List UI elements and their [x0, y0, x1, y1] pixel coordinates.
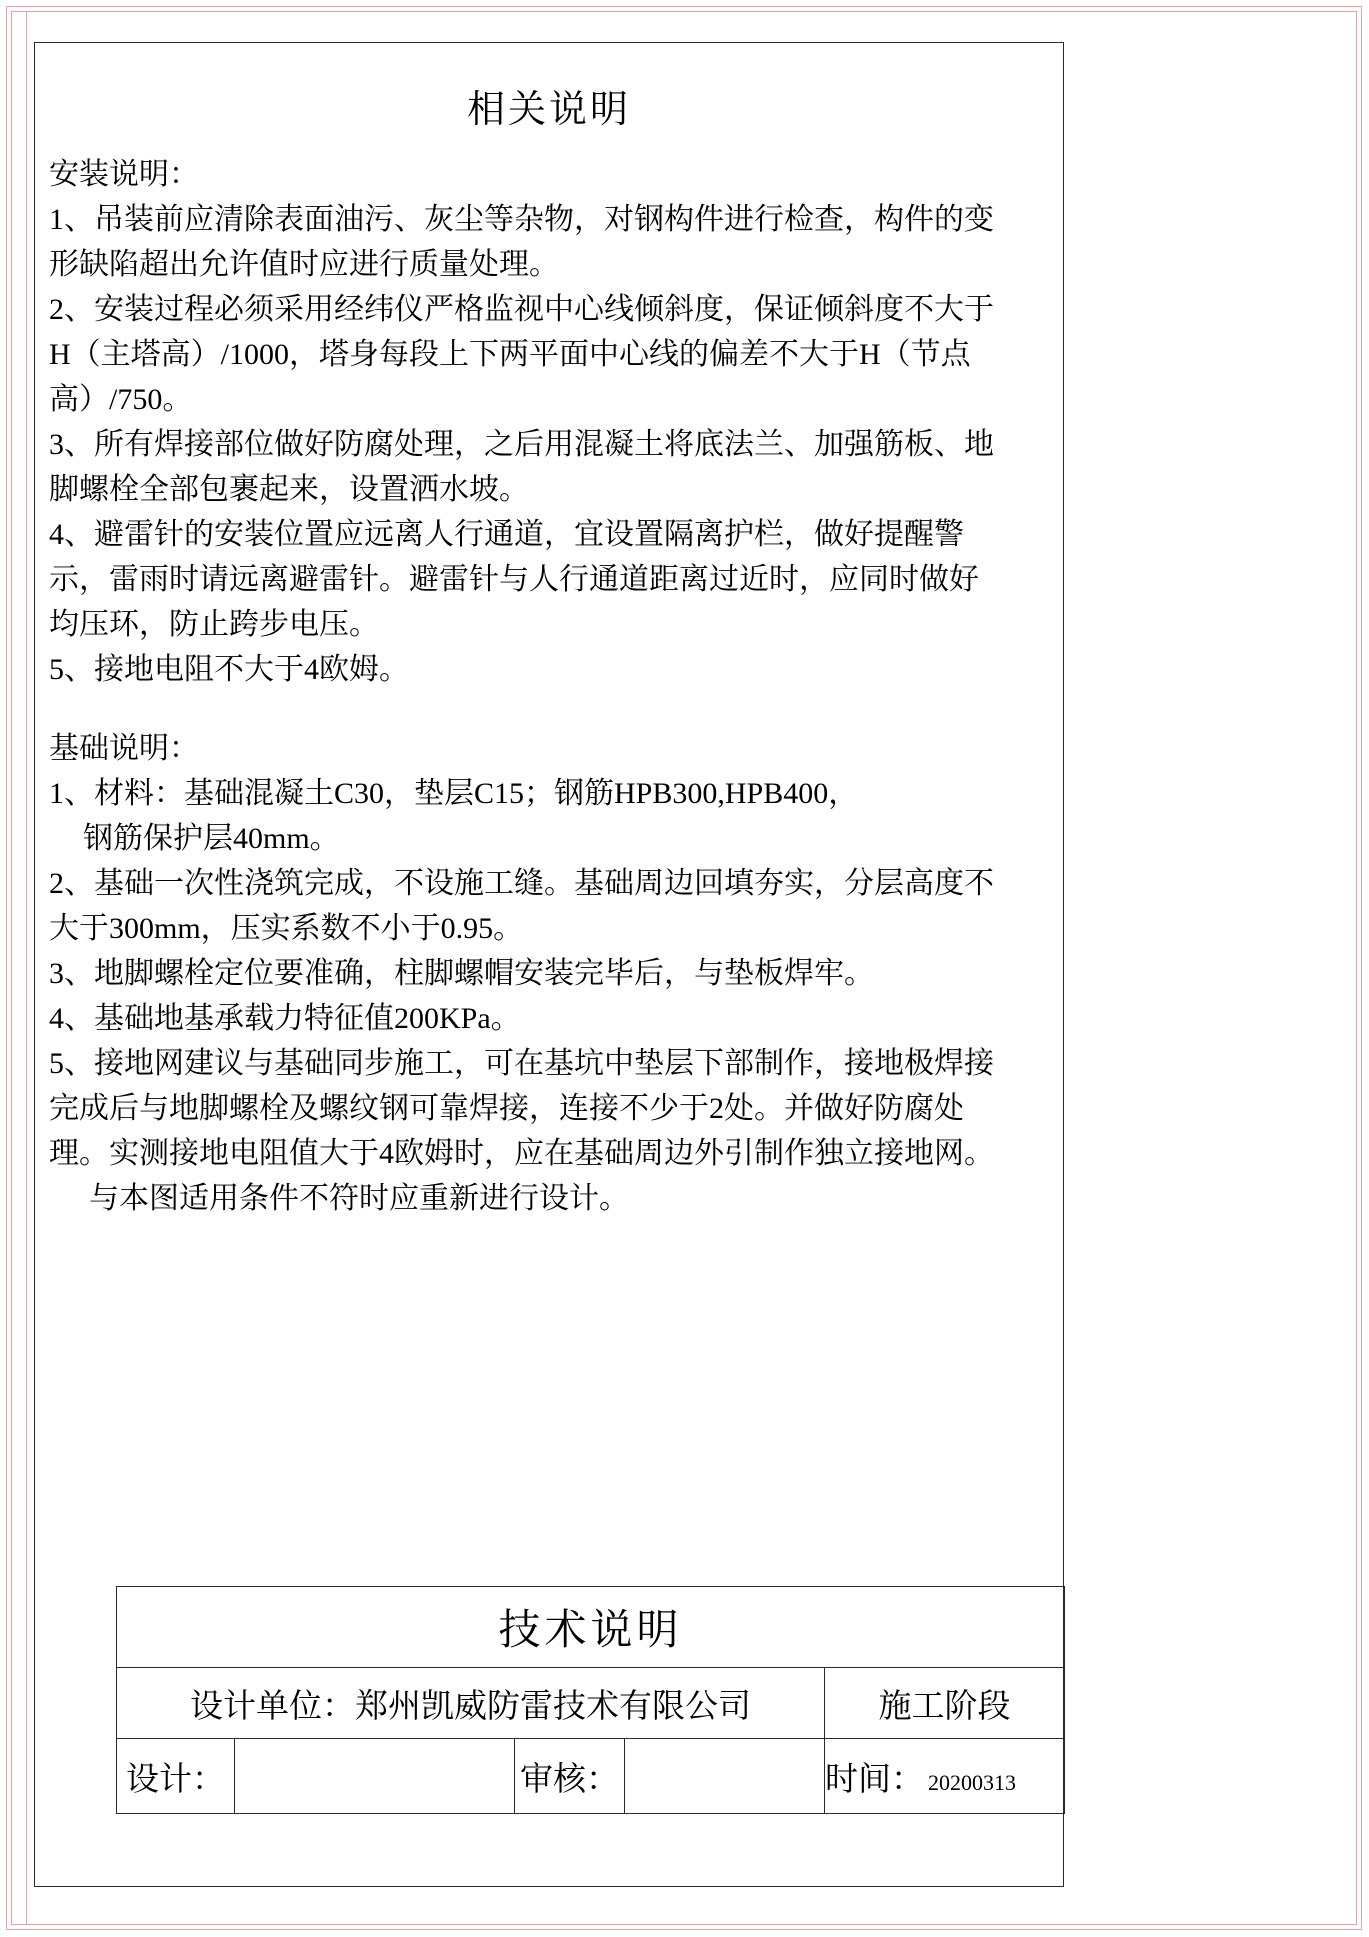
note-line: 1、材料：基础混凝土C30，垫层C15；钢筋HPB300,HPB400，	[49, 777, 859, 810]
notes-body	[49, 152, 1057, 1221]
note-line: 3、所有焊接部位做好防腐处理，之后用混凝土将底法兰、加强筋板、地	[49, 428, 994, 461]
note-line: 示，雷雨时请远离避雷针。避雷针与人行通道距离过近时，应同时做好	[49, 563, 979, 596]
note-line: 5、接地电阻不大于4欧姆。	[49, 653, 409, 686]
date-value: 20200313	[928, 1769, 1016, 1795]
reviewer-label-cell: 审核：	[515, 1739, 625, 1814]
date-cell	[825, 1739, 1065, 1814]
designer-value-cell[interactable]	[235, 1739, 515, 1814]
note-line: 3、地脚螺栓定位要准确，柱脚螺帽安装完毕后，与垫板焊牢。	[49, 957, 874, 990]
date-label: 时间：	[825, 1761, 924, 1798]
note-line: 大于300mm，压实系数不小于0.95。	[49, 912, 524, 945]
note-line: 理。实测接地电阻值大于4欧姆时，应在基础周边外引制作独立接地网。	[49, 1137, 994, 1170]
note-line: 钢筋保护层40mm。	[83, 822, 340, 855]
section-heading-installation: 安装说明：	[49, 158, 199, 191]
page-title: 相关说明	[466, 89, 631, 131]
note-line: 4、基础地基承载力特征值200KPa。	[49, 1002, 521, 1035]
designer-label-cell: 设计：	[117, 1739, 235, 1814]
title-block-sheet-title: 技术说明	[117, 1587, 1065, 1668]
note-line: 2、安装过程必须采用经纬仪严格监视中心线倾斜度，保证倾斜度不大于	[49, 293, 994, 326]
reviewer-value-cell[interactable]	[625, 1739, 825, 1814]
note-line: 高）/750。	[49, 383, 193, 416]
note-line: 形缺陷超出允许值时应进行质量处理。	[49, 248, 559, 281]
section-heading-foundation: 基础说明：	[49, 732, 199, 765]
construction-stage-cell: 施工阶段	[825, 1668, 1065, 1739]
note-line: 4、避雷针的安装位置应远离人行通道，宜设置隔离护栏，做好提醒警	[49, 518, 964, 551]
note-line: H（主塔高）/1000，塔身每段上下两平面中心线的偏差不大于H（节点	[49, 338, 971, 371]
note-line: 5、接地网建议与基础同步施工，可在基坑中垫层下部制作，接地极焊接	[49, 1047, 994, 1080]
note-line: 2、基础一次性浇筑完成，不设施工缝。基础周边回填夯实，分层高度不	[49, 867, 994, 900]
note-line: 脚螺栓全部包裹起来，设置洒水坡。	[49, 473, 529, 506]
table-row	[117, 1587, 1065, 1668]
print-frame-left-rule	[26, 11, 27, 1925]
table-row	[117, 1739, 1065, 1814]
note-line: 与本图适用条件不符时应重新进行设计。	[89, 1182, 629, 1215]
note-line: 均压环，防止跨步电压。	[49, 608, 379, 641]
table-row	[117, 1668, 1065, 1739]
design-unit-cell: 设计单位：郑州凯威防雷技术有限公司	[117, 1668, 825, 1739]
note-line: 1、吊装前应清除表面油污、灰尘等杂物，对钢构件进行检查，构件的变	[49, 203, 994, 236]
title-block-table	[116, 1586, 1065, 1814]
section-spacer	[49, 692, 1057, 726]
note-line: 完成后与地脚螺栓及螺纹钢可靠焊接，连接不少于2处。并做好防腐处	[49, 1092, 964, 1125]
